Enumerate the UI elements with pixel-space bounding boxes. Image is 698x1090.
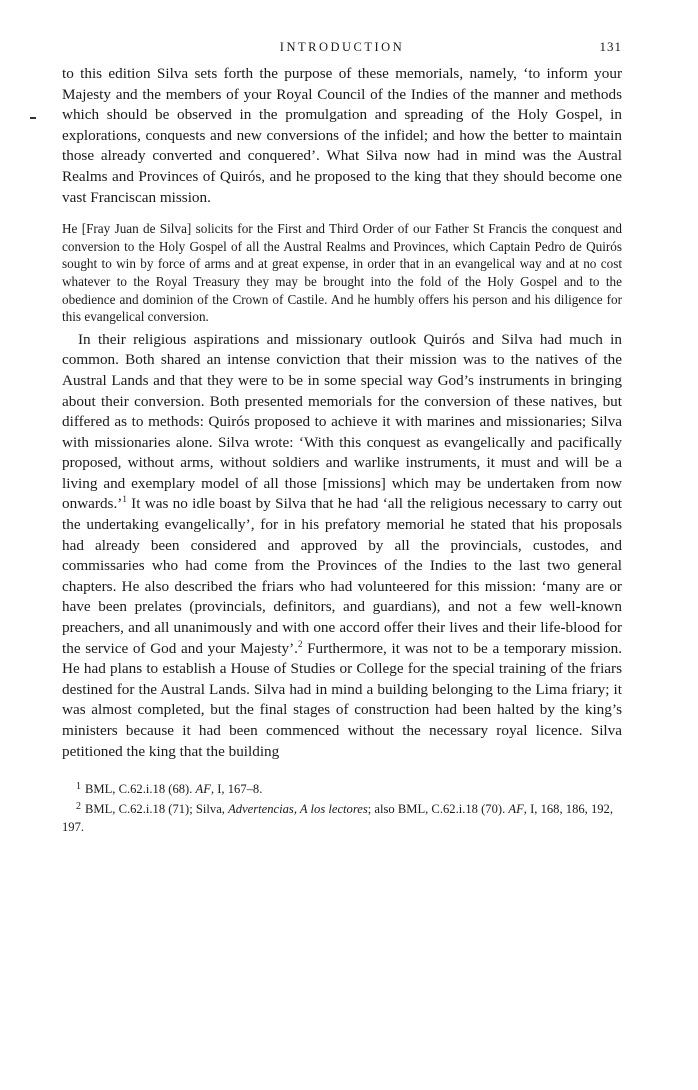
page-number: 131 bbox=[599, 39, 622, 54]
footnote-ref-2: 2 bbox=[297, 638, 303, 649]
footnotes bbox=[62, 778, 622, 836]
book-page bbox=[62, 40, 622, 836]
footnote-1-text-b: , I, 167–8. bbox=[210, 782, 263, 797]
footnote-2-text-a: BML, C.62.i.18 (71); Silva, bbox=[85, 802, 229, 817]
paragraph-2-part-c: Furthermore, it was not to be a temporary mission. He had plans to establish a House of Studies or College for the special training of the friars destined for the Austral Lands. Silva had in mind a building belonging to the Lima friary; it was almost completed, but the final stages of construction had been halted by the king’s ministers because it had been commenced without the necessary royal licence. Silva petitioned the king that the building bbox=[62, 639, 622, 760]
footnote-1-italic-a: AF bbox=[195, 782, 211, 797]
footnote-2-text-c: , I, 168, 186, 192, 197. bbox=[62, 802, 613, 835]
margin-mark bbox=[30, 117, 36, 119]
body-paragraph-2 bbox=[62, 330, 622, 762]
footnote-2-italic-b: AF bbox=[508, 802, 524, 817]
footnote-1-text-a: BML, C.62.i.18 (68). bbox=[85, 782, 196, 797]
paragraph-2-part-a: In their religious aspirations and missionary outlook Quirós and Silva had much in common. Both shared an intense conviction that their mission was to the natives of the Austral Lands and that they were to be in some special way God’s instruments in bringing about their conversion. Both presented memorials for the conversion of these natives, but differed as to methods: Quirós proposed to achieve it with marines and missionaries; Silva with missionaries alone. Silva wrote: ‘With this conquest as evangelically and pacifically proposed, without arms, without soldiers and warlike instruments, it must and will be a living and exemplary model of all those [missions] which may be undertaken from now onwards.’ bbox=[62, 330, 622, 513]
running-head-title: INTRODUCTION bbox=[279, 40, 405, 54]
footnote-2-text-b: ; also BML, C.62.i.18 (70). bbox=[367, 802, 509, 817]
footnote-2-italic-a: Advertencias, A los lectores bbox=[228, 802, 368, 817]
running-head bbox=[62, 40, 622, 64]
footnote-2-number: 2 bbox=[76, 801, 81, 813]
block-quote: He [Fray Juan de Silva] solicits for the First and Third Order of our Father St Francis the conquest and conversion to the Holy Gospel of all the Austral Realms and Provinces, which Captain Pedro de Quirós sought to win by force of arms and at great expense, in order that in an evangelical way and at no cost whatever to the Royal Treasury they may be brought into the fold of the Holy Gospel and to the obedience and dominion of the Crown of Castile. And he humbly offers his person and his diligence for this evangelical conversion. bbox=[62, 221, 622, 325]
footnote-1 bbox=[62, 778, 622, 798]
paragraph-2-part-b: It was no idle boast by Silva that he had ‘all the religious necessary to carry out the undertaking evangelically’, for in his prefatory memorial he stated that his proposals had already been considered and approved by all the provincials, custodes, and commissaries who had come from the Provinces of the Indies to the last two general chapters. He also described the friars who had volunteered for this mission: ‘many are or have been prelates (provincials, definitors, and guardians), and not a few well-known preachers, and all unanimously and with one accord offer their lives and their life-blood for the service of God and your Majesty’. bbox=[62, 495, 622, 657]
body-paragraph-1: to this edition Silva sets forth the purpose of these memorials, namely, ‘to inform your Majesty and the members of your Royal Council of the Indies of the manner and methods which should be observed in the promulgation and spreading of the Holy Gospel, in explorations, conquests and new conversions of the infidel; and how the better to maintain those already converted and conquered’. What Silva now had in mind was the Austral Realms and Provinces of Quirós, and he proposed to the king that they should become one vast Franciscan mission. bbox=[62, 65, 622, 206]
footnote-ref-1: 1 bbox=[122, 494, 127, 505]
footnote-1-number: 1 bbox=[76, 781, 81, 793]
footnote-2 bbox=[62, 798, 622, 836]
